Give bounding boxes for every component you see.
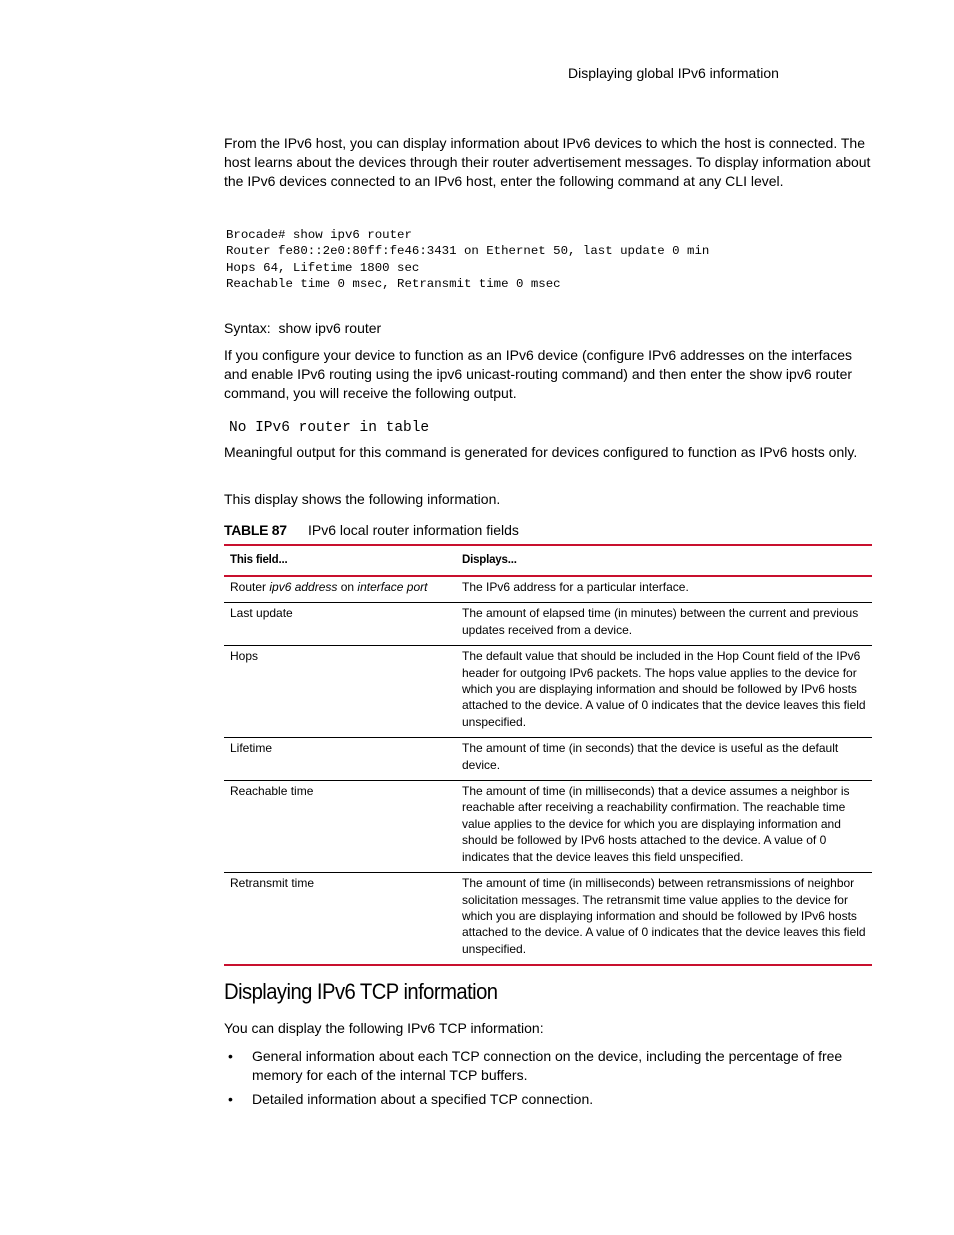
bullet-icon: • [228, 1048, 233, 1064]
syntax-line [224, 320, 381, 336]
field-placeholder: interface port [357, 580, 428, 594]
code-line: Router fe80::2e0:80ff:fe46:3431 on Ethernet 50, last update 0 min [226, 244, 710, 259]
field-cell: Reachable time [224, 781, 456, 873]
config-text: command) and then enter the [557, 366, 750, 382]
bullet-item: Detailed information about a specified TCP connection. [252, 1091, 594, 1107]
table-number: TABLE 87 [224, 522, 287, 538]
header-displays: Displays... [462, 554, 517, 567]
header-field: This field... [230, 554, 288, 567]
command-show-ipv6-router: show ipv6 router command [224, 366, 853, 401]
desc-cell: The amount of time (in seconds) that the device is useful as the default device. [456, 738, 872, 781]
syntax-command: show ipv6 router [278, 320, 382, 336]
code-line: Hops 64, Lifetime 1800 sec [226, 260, 420, 275]
field-cell: Lifetime [224, 738, 456, 781]
table-row [224, 738, 872, 781]
router-info-table [224, 544, 872, 966]
field-cell: Retransmit time [224, 873, 456, 966]
table-header-row [224, 545, 872, 576]
table-row [224, 576, 872, 603]
table-row [224, 646, 872, 738]
section-title: Displaying IPv6 TCP information [224, 979, 498, 1004]
config-text: If you configure your device to function as an IPv6 device (configure IPv6 addresses on the interfaces and enable IPv6 routing using the [224, 347, 853, 382]
no-router-output: No IPv6 router in table [229, 420, 430, 436]
table-row [224, 603, 872, 646]
table-row [224, 781, 872, 873]
command-ipv6-unicast-routing: ipv6 unicast-routing [436, 366, 558, 382]
config-text: , you will receive the following output. [285, 385, 517, 401]
field-cell [224, 576, 456, 603]
bullet-icon: • [228, 1091, 233, 1107]
code-block [226, 227, 709, 293]
display-paragraph: This display shows the following information. [224, 491, 501, 507]
desc-cell: The IPv6 address for a particular interface. [456, 576, 872, 603]
meaningful-paragraph: Meaningful output for this command is generated for devices configured to function as IPv6 hosts only. [224, 444, 858, 460]
desc-cell: The amount of elapsed time (in minutes) between the current and previous updates received from a device. [456, 603, 872, 646]
desc-cell: The amount of time (in milliseconds) that a device assumes a neighbor is reachable after receiving a reachability confirmation. The reachable time value applies to the device for which you are displaying information and should be followed by IPv6 hosts attached to the device. A value of 0 indicates that the device leaves this field unspecified. [456, 781, 872, 873]
desc-cell: The amount of time (in milliseconds) between retransmissions of neighbor solicitation messages. The retransmit time value applies to the device for which you are displaying information and should be followed by IPv6 hosts attached to the device. A value of 0 indicates that the device leaves this field unspecified. [456, 873, 872, 966]
table-title: IPv6 local router information fields [308, 522, 519, 538]
field-cell: Last update [224, 603, 456, 646]
table-caption [224, 522, 519, 538]
section-lead: You can display the following IPv6 TCP information: [224, 1020, 544, 1036]
field-placeholder: ipv6 address [269, 580, 338, 594]
syntax-label: Syntax: [224, 320, 271, 336]
field-text: Router [230, 580, 270, 594]
field-cell: Hops [224, 646, 456, 738]
field-text: on [337, 580, 358, 594]
intro-paragraph: From the IPv6 host, you can display information about IPv6 devices to which the host is connected. The host learns about the devices through their router advertisement messages. To display information about the IPv6 devices connected to an IPv6 host, enter the following command at any CLI level. [224, 135, 871, 189]
running-header: Displaying global IPv6 information [568, 65, 779, 81]
code-line: Brocade# show ipv6 router [226, 228, 412, 242]
config-paragraph [224, 346, 874, 403]
code-line: Reachable time 0 msec, Retransmit time 0 msec [226, 277, 561, 292]
table-row [224, 873, 872, 966]
bullet-item: General information about each TCP connection on the device, including the percentage of free memory for each of the internal TCP buffers. [252, 1048, 843, 1083]
desc-cell: The default value that should be included in the Hop Count field of the IPv6 header for outgoing IPv6 packets. The hops value applies to the device for which you are displaying information and should be followed by IPv6 hosts attached to the device. A value of 0 indicates that the device leaves this field unspecified. [456, 646, 872, 738]
